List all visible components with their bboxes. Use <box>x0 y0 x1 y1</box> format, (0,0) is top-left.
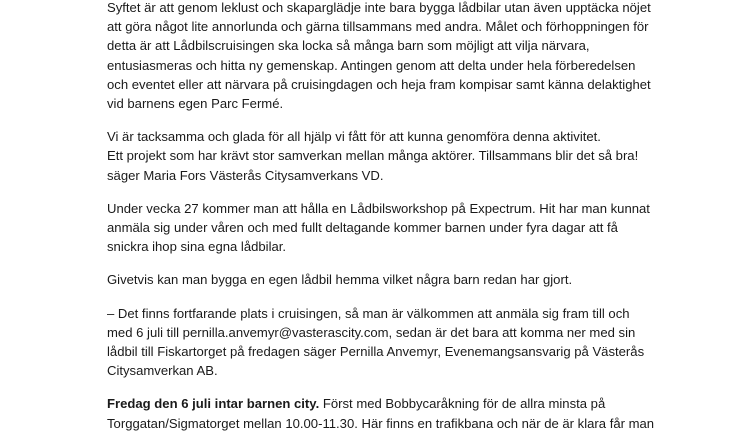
document-body <box>107 0 655 447</box>
text-line: med 6 juli till pernilla.anvemyr@vasterascity.com, sedan är det bara att komma ner med sin <box>107 324 636 340</box>
text-line: Vi är tacksamma och glada för all hjälp vi fått för att kunna genomföra denna aktivitet. <box>107 129 601 145</box>
text-line: lådbil till Fiskartorget på fredagen säger Pernilla Anvemyr, Evenemangsansvarig på Västerås <box>107 344 645 360</box>
text-line: anmäla sig under våren och med fullt deltagande kommer barnen under fyra dagar att få <box>107 220 618 236</box>
paragraph-friday <box>107 394 655 432</box>
text-line: vid barnens egen Parc Fermé. <box>107 96 284 112</box>
bold-lead-text: Fredag den 6 juli intar barnen city. <box>107 396 320 412</box>
text-line: Ett projekt som har krävt stor samverkan mellan många aktörer. Tillsammans blir det så bra! <box>107 148 639 164</box>
text-line: Syftet är att genom leklust och skaparglädje inte bara bygga lådbilar utan även upptäcka nöjet <box>107 0 651 15</box>
paragraph-build-at-home <box>107 270 647 289</box>
text-line: Under vecka 27 kommer man att hålla en Lådbilsworkshop på Expectrum. Hit har man kunnat <box>107 200 650 216</box>
text-line: snickra ihop sina egna lådbilar. <box>107 239 287 255</box>
text-line: säger Maria Fors Västerås Citysamverkans VD. <box>107 167 384 183</box>
text-line: – Det finns fortfarande plats i cruisingen, så man är välkommen att anmäla sig fram till och <box>107 305 630 321</box>
text-line <box>107 394 647 413</box>
paragraph-workshop <box>107 199 650 257</box>
text-line: att göra något lite annorlunda och gärna tillsammans med andra. Målet och förhoppningen för <box>107 19 649 35</box>
lead-rest-text: Först med Bobbycaråkning för de allra minsta på <box>319 396 606 412</box>
text-line: och eventet eller att närvara på cruisingdagen och heja fram kompisar samt känna delaktighet <box>107 76 651 92</box>
text-line: Citysamverkan AB. <box>107 363 218 379</box>
text-line: Torggatan/Sigmatorget mellan 10.00-11.30. Här finns en trafikbana och när de är klara får man <box>107 415 655 431</box>
text-line: detta är att Lådbilscruisingen ska locka så många barn som möjligt att vilja närvara, <box>107 38 590 54</box>
paragraph-thanks <box>107 127 647 185</box>
paragraph-registration <box>107 304 647 381</box>
paragraph-purpose <box>107 0 651 113</box>
text-line: Givetvis kan man bygga en egen lådbil hemma vilket några barn redan har gjort. <box>107 272 573 288</box>
text-line: entusiasmeras och hitta ny gemenskap. Antingen genom att delta under hela förberedelsen <box>107 57 636 73</box>
